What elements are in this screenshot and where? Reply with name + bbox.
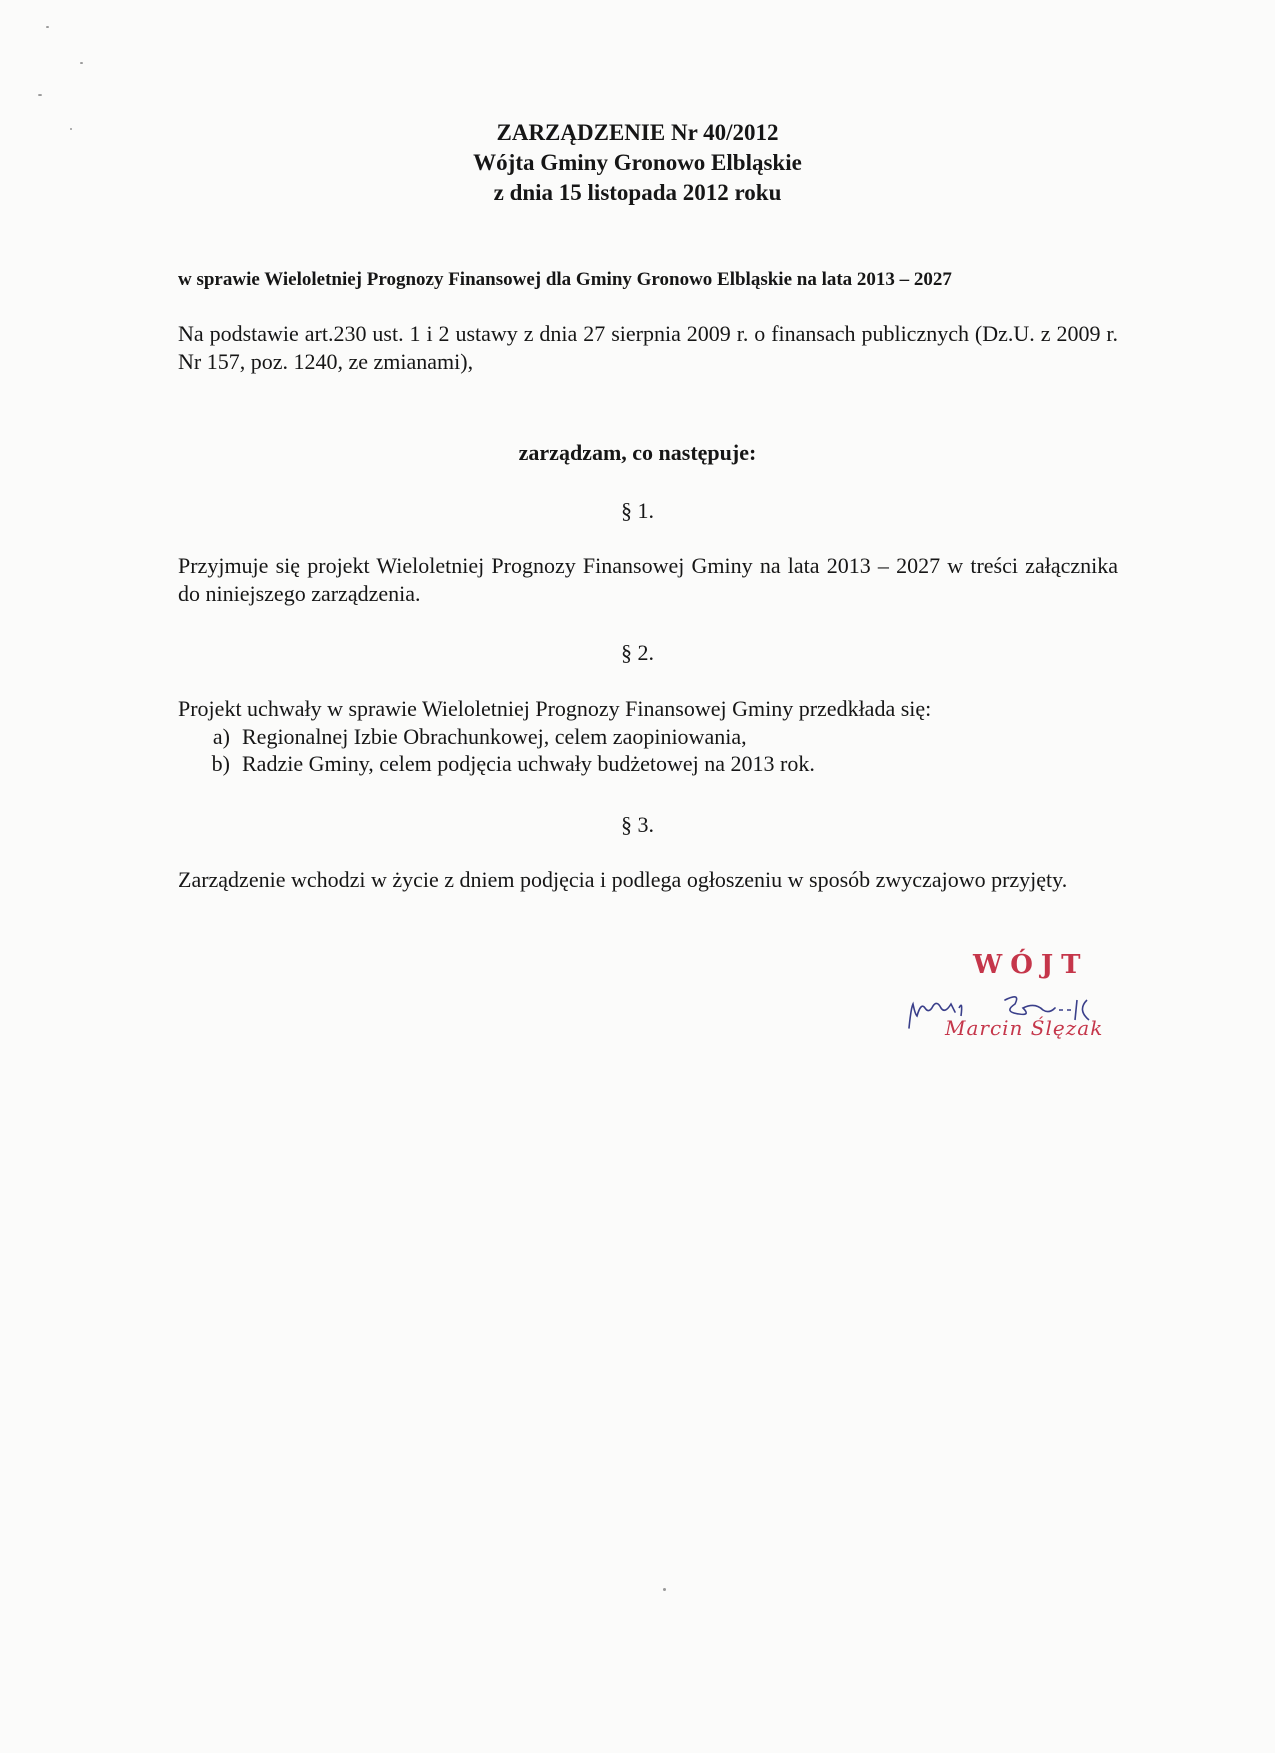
- official-stamp: [895, 950, 1135, 1060]
- list-item-text: Radzie Gminy, celem podjęcia uchwały budżetowej na 2013 rok.: [242, 751, 815, 776]
- section-2-list: [178, 723, 1118, 777]
- list-item: [178, 750, 1118, 777]
- document-authority: Wójta Gminy Gronowo Elbląskie: [473, 150, 802, 175]
- document-title: ZARZĄDZENIE Nr 40/2012: [496, 120, 779, 145]
- document-header: [0, 118, 1275, 208]
- section-2-mark: § 2.: [621, 640, 654, 665]
- decree-line: zarządzam, co następuje:: [518, 440, 757, 465]
- scan-speck: [46, 26, 49, 28]
- section-1-text: Przyjmuje się projekt Wieloletniej Prognozy Finansowej Gminy na lata 2013 – 2027 w treści załącznika do niniejszego zarządzenia.: [178, 553, 1118, 606]
- scan-speck: [38, 94, 42, 96]
- section-2-text: Projekt uchwały w sprawie Wieloletniej Prognozy Finansowej Gminy przedkłada się:: [178, 696, 932, 721]
- scan-speck: [663, 1588, 666, 1591]
- stamp-title: WÓJT: [973, 950, 1089, 980]
- section-3-text: Zarządzenie wchodzi w życie z dniem podjęcia i podlega ogłoszeniu w sposób zwyczajowo przyjęty.: [178, 867, 1068, 892]
- list-item-text: Regionalnej Izbie Obrachunkowej, celem zaopiniowania,: [242, 724, 747, 749]
- document-date: z dnia 15 listopada 2012 roku: [493, 180, 782, 205]
- section-1-mark: § 1.: [621, 498, 654, 523]
- list-item-marker: a): [212, 724, 230, 749]
- scan-speck: [80, 62, 83, 64]
- document-subject: w sprawie Wieloletniej Prognozy Finansowej dla Gminy Gronowo Elbląskie na lata 2013 – 2027: [178, 269, 952, 290]
- stamp-name: Marcin Ślęzak: [945, 1016, 1104, 1040]
- section-3-mark: § 3.: [621, 812, 654, 837]
- legal-basis: Na podstawie art.230 ust. 1 i 2 ustawy z dnia 27 sierpnia 2009 r. o finansach publicznych (Dz.U. z 2009 r. Nr 157, poz. 1240, ze zmianami),: [178, 321, 1118, 374]
- list-item-marker: b): [211, 751, 230, 776]
- list-item: [178, 723, 1118, 750]
